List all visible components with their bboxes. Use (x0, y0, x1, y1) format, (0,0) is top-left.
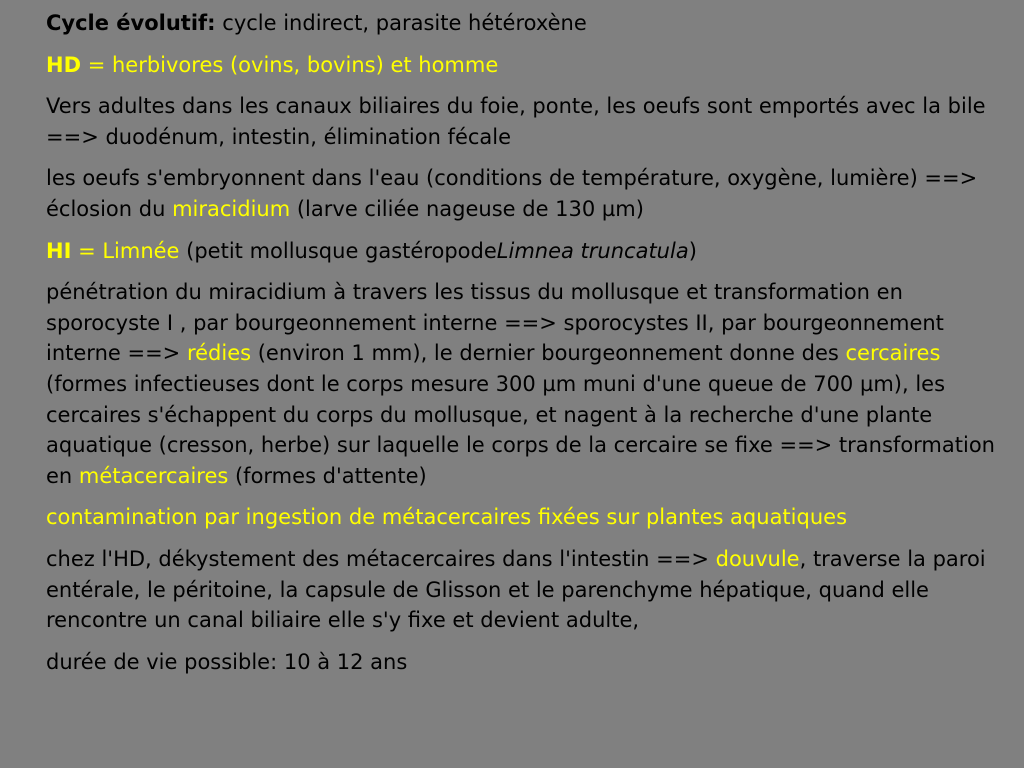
eggs-text-2: (larve ciliée nageuse de 130 µm) (290, 196, 644, 221)
penetration-text-2: (environ 1 mm), le dernier bourgeonnement donne des (251, 341, 846, 366)
hd-dekystement-paragraph (46, 544, 1008, 636)
hi-paragraph (46, 236, 1008, 267)
miracidium-term: miracidium (172, 196, 291, 221)
douvule-term: douvule (715, 546, 800, 571)
eggs-paragraph (46, 163, 1008, 224)
hd-text: = herbivores (ovins, bovins) et homme (81, 52, 499, 77)
dekystement-text-2: , traverse la paroi entérale, le péritoine, la capsule de Glisson et le parenchyme hépatique, quand elle rencontre un canal biliaire elle s'y fixe et devient adulte, (46, 546, 986, 633)
hd-paragraph (46, 50, 1008, 81)
species-name: Limnea truncatula (496, 238, 689, 263)
cycle-evolutif-label: Cycle évolutif: (46, 11, 216, 35)
cercaires-term: cercaires (845, 341, 941, 366)
penetration-text-3: (formes infectieuses dont le corps mesure 300 µm muni d'une queue de 700 µm), les cercaires s'échappent du corps du mollusque, et nagent à la recherche d'une plante aquatique (cresson, herbe) sur laquelle le corps de la cercaire se fixe ==> transformation en (46, 371, 995, 488)
hi-text-1: (petit mollusque gastéropode (179, 238, 497, 263)
eggs-text-1: les oeufs s'embryonnent dans l'eau (conditions de température, oxygène, lumière) ==> éclosion du (46, 166, 978, 221)
penetration-paragraph (46, 277, 1008, 491)
cycle-evolutif-paragraph (46, 8, 1008, 39)
hd-label: HD (46, 52, 82, 77)
penetration-text-1: pénétration du miracidium à travers les tissus du mollusque et transformation en sporocyste I , par bourgeonnement interne ==> sporocystes II, par bourgeonnement interne ==> (46, 280, 944, 366)
penetration-text-4: (formes d'attente) (228, 463, 427, 488)
adult-worms-paragraph: Vers adultes dans les canaux biliaires du foie, ponte, les oeufs sont emportés avec la bile ==> duodénum, intestin, élimination fécale (46, 94, 986, 149)
redies-term: rédies (186, 341, 252, 366)
lifespan-paragraph: durée de vie possible: 10 à 12 ans (46, 649, 408, 674)
dekystement-text-1: chez l'HD, dékystement des métacercaires dans l'intestin ==> (46, 546, 716, 571)
metacercaires-term: métacercaires (78, 463, 229, 488)
hi-text-2: ) (688, 238, 697, 263)
contamination-paragraph: contamination par ingestion de métacercaires fixées sur plantes aquatiques (46, 505, 848, 530)
cycle-evolutif-text: cycle indirect, parasite hétéroxène (215, 11, 587, 35)
hi-label: HI (46, 238, 72, 263)
limnee-term: = Limnée (71, 238, 180, 263)
